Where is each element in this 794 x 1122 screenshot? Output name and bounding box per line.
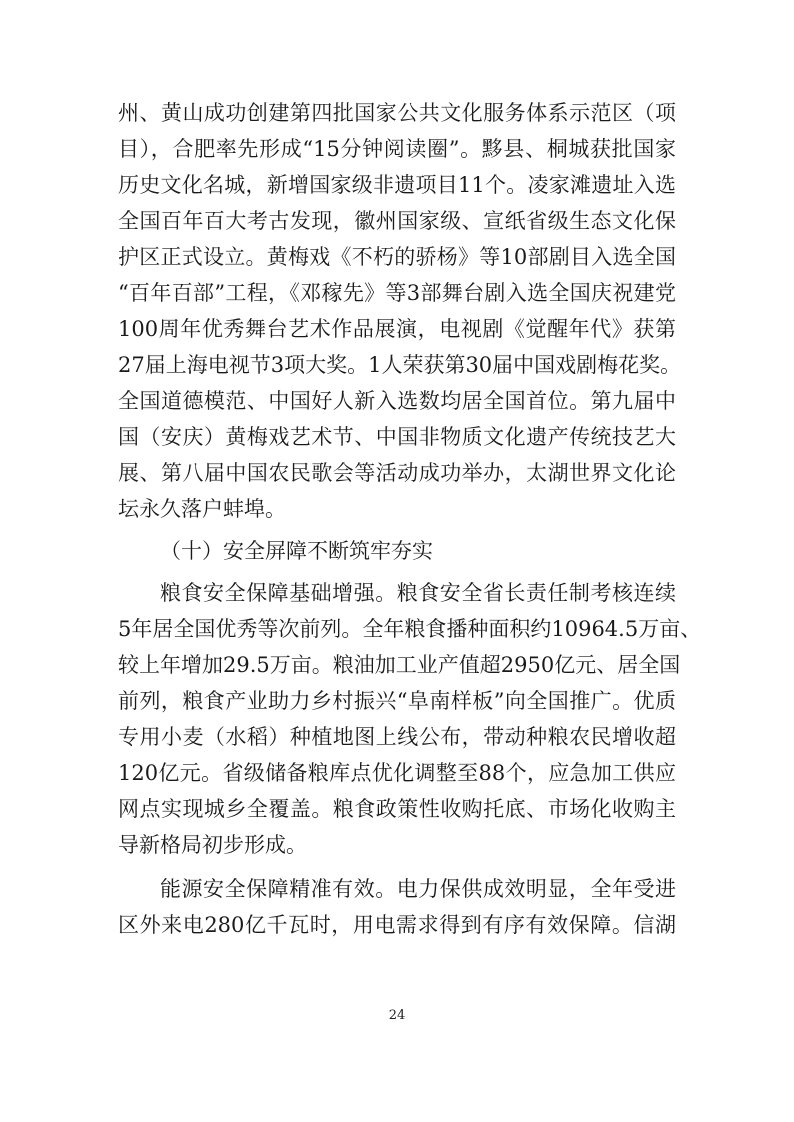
paragraph-line: “百年百部”工程，《邓稼先》等3部舞台剧入选全国庆祝建党 xyxy=(118,281,676,305)
paragraph-line: 5年居全国优秀等次前列。全年粮食播种面积约10964.5万亩、 xyxy=(118,617,702,641)
paragraph-line: 护区正式设立。黄梅戏《不朽的骄杨》等10部剧目入选全国 xyxy=(118,245,676,269)
paragraph-line: 目），合肥率先形成“15分钟阅读圈”。黟县、桐城获批国家 xyxy=(118,137,676,161)
section-heading: （十）安全屏障不断筑牢夯实 xyxy=(160,539,433,563)
paragraph-line: 州、黄山成功创建第四批国家公共文化服务体系示范区（项 xyxy=(118,101,676,125)
paragraph-line: 前列，粮食产业助力乡村振兴“阜南样板”向全国推广。优质 xyxy=(118,689,676,713)
paragraph-line: 全国百年百大考古发现，徽州国家级、宣纸省级生态文化保 xyxy=(118,209,676,233)
paragraph-line: 历史文化名城，新增国家级非遗项目11个。凌家滩遗址入选 xyxy=(118,173,676,197)
paragraph-grain xyxy=(118,575,702,863)
paragraph-line: 区外来电280亿千瓦时，用电需求得到有序有效保障。信湖 xyxy=(118,913,676,937)
paragraph-line: 全国道德模范、中国好人新入选数均居全国首位。第九届中 xyxy=(118,389,676,413)
page-number: 24 xyxy=(388,1008,406,1023)
paragraph-line: 120亿元。省级储备粮库点优化调整至88个，应急加工供应 xyxy=(118,761,676,785)
paragraph-first-line xyxy=(118,871,676,907)
paragraph-lead: 能源安全保障精准有效。 xyxy=(160,877,397,901)
paragraph-line: 27届上海电视节3项大奖。1人荣获第30届中国戏剧梅花奖。 xyxy=(118,353,682,377)
paragraph-line: 国（安庆）黄梅戏艺术节、中国非物质文化遗产传统技艺大 xyxy=(118,425,676,449)
paragraph-line: 导新格局初步形成。 xyxy=(118,833,307,857)
paragraph-line: 专用小麦（水稻）种植地图上线公布，带动种粮农民增收超 xyxy=(118,725,676,749)
document-body xyxy=(118,95,702,943)
paragraph-energy xyxy=(118,871,676,943)
paragraph-lead: 粮食安全保障基础增强。 xyxy=(160,581,397,605)
paragraph-line: 坛永久落户蚌埠。 xyxy=(118,497,286,521)
paragraph-line: 展、第八届中国农民歌会等活动成功举办，太湖世界文化论 xyxy=(118,461,676,485)
paragraph-line: 较上年增加29.5万亩。粮油加工业产值超2950亿元、居全国 xyxy=(118,653,681,677)
paragraph-line: 100周年优秀舞台艺术作品展演，电视剧《觉醒年代》获第 xyxy=(118,317,676,341)
paragraph-text: 粮食安全省长责任制考核连续 xyxy=(396,581,677,605)
paragraph-text: 电力保供成效明显，全年受进 xyxy=(396,877,677,901)
paragraph-culture xyxy=(118,95,682,527)
paragraph-line: 网点实现城乡全覆盖。粮食政策性收购托底、市场化收购主 xyxy=(118,797,676,821)
paragraph-first-line xyxy=(118,575,676,611)
